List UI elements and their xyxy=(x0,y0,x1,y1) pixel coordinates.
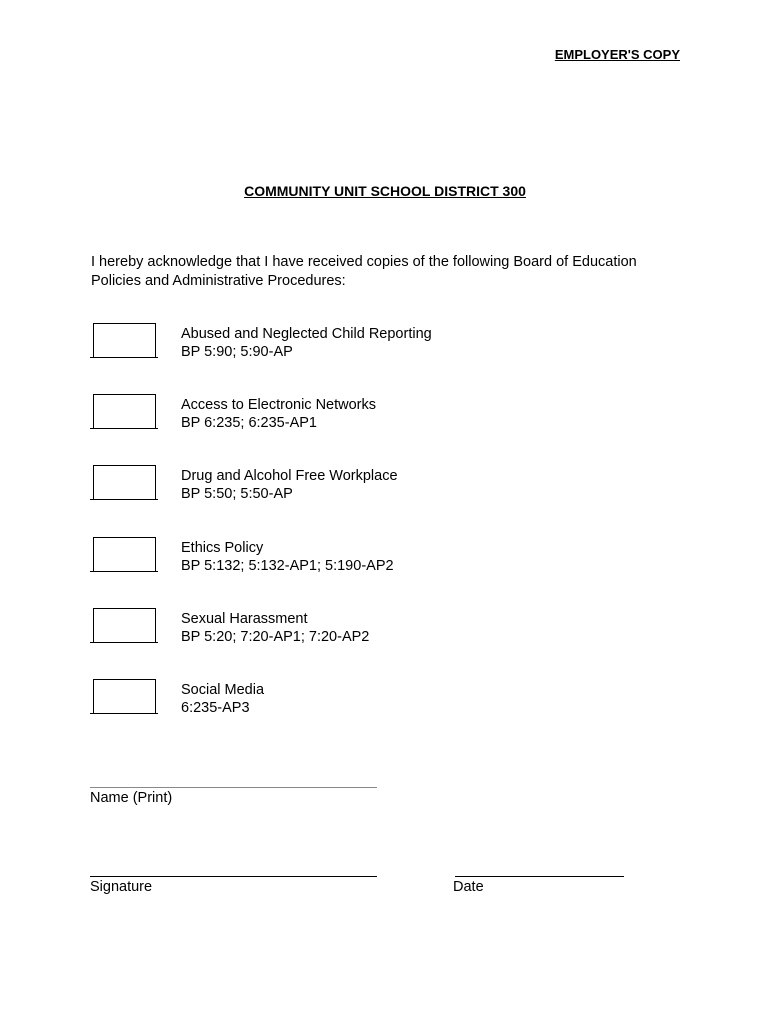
policy-name: Drug and Alcohol Free Workplace xyxy=(181,468,398,484)
policy-code: BP 5:50; 5:50-AP xyxy=(181,486,293,502)
copy-label: EMPLOYER'S COPY xyxy=(554,47,680,62)
policy-checkbox[interactable] xyxy=(93,608,156,642)
policy-checkbox[interactable] xyxy=(93,537,156,571)
checkbox-underline xyxy=(90,357,158,358)
policy-code: BP 6:235; 6:235-AP1 xyxy=(181,415,317,431)
acknowledgement-text: I hereby acknowledge that I have received copies of the following Board of Education Policies and Administrative Procedures: xyxy=(91,254,637,289)
policy-name: Social Media xyxy=(181,682,265,698)
signature-label: Signature xyxy=(90,879,153,895)
name-label: Name (Print) xyxy=(90,790,173,806)
checkbox-underline xyxy=(90,642,158,643)
checkbox-underline xyxy=(90,428,158,429)
policy-name: Sexual Harassment xyxy=(181,611,308,627)
checkbox-underline xyxy=(90,499,158,500)
policy-checkbox[interactable] xyxy=(93,679,156,713)
policy-code: BP 5:132; 5:132-AP1; 5:190-AP2 xyxy=(181,558,394,574)
checkbox-underline xyxy=(90,571,158,572)
checkbox-underline xyxy=(90,713,158,714)
policy-checkbox[interactable] xyxy=(93,394,156,428)
date-label: Date xyxy=(453,879,484,895)
policy-code: BP 5:20; 7:20-AP1; 7:20-AP2 xyxy=(181,629,370,645)
policy-code: BP 5:90; 5:90-AP xyxy=(181,344,293,360)
policy-name: Access to Electronic Networks xyxy=(181,397,377,413)
signature-line[interactable] xyxy=(90,876,377,877)
policy-checkbox[interactable] xyxy=(93,323,156,357)
document-title: COMMUNITY UNIT SCHOOL DISTRICT 300 xyxy=(244,183,526,199)
date-line[interactable] xyxy=(455,876,624,877)
name-line[interactable] xyxy=(90,787,377,788)
policy-name: Ethics Policy xyxy=(181,540,264,556)
policy-name: Abused and Neglected Child Reporting xyxy=(181,326,432,342)
policy-code: 6:235-AP3 xyxy=(181,700,250,716)
policy-checkbox[interactable] xyxy=(93,465,156,499)
